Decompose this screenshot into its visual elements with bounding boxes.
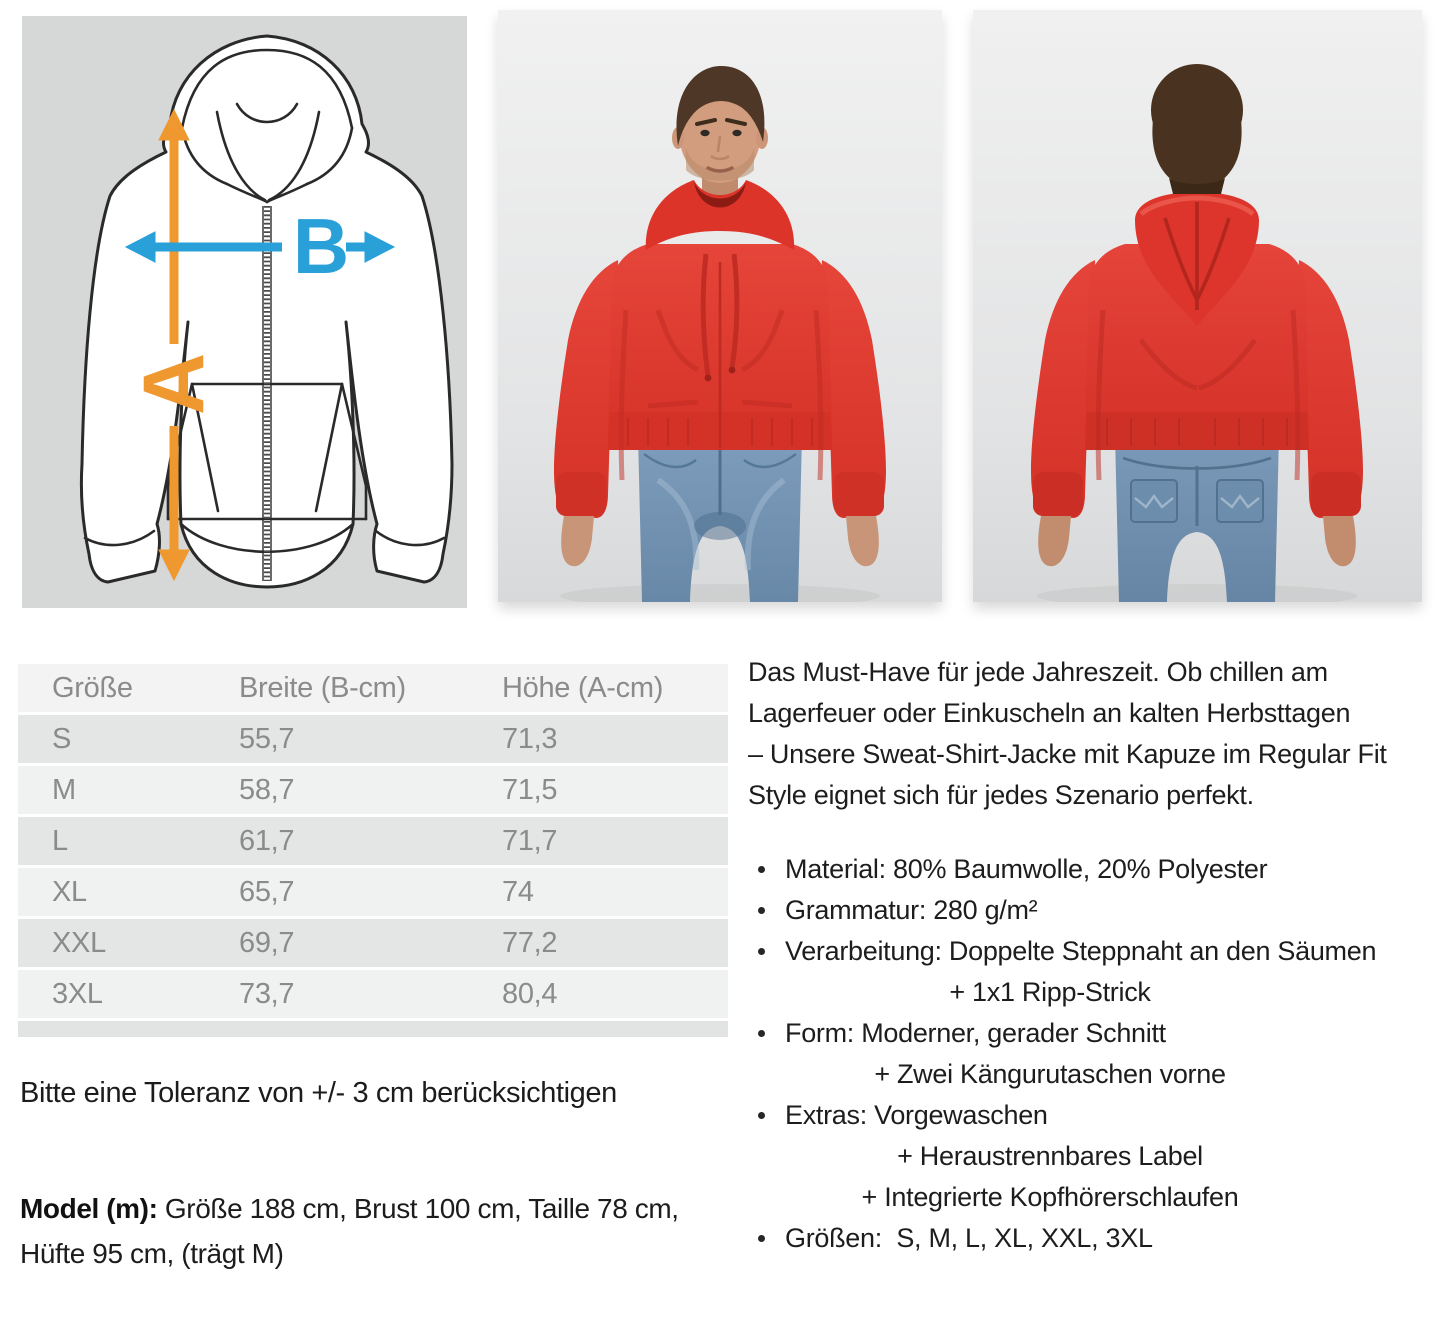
cell-width: 58,7: [239, 773, 295, 806]
cell-size: S: [52, 722, 72, 755]
model-info-label: Model (m):: [20, 1193, 158, 1224]
feature-item-verarbeitung: [748, 931, 1445, 1013]
cell-height: 77,2: [502, 926, 558, 959]
width-measure-label: B: [292, 202, 350, 290]
feature-item-extras: [748, 1095, 1445, 1218]
cell-height: 71,7: [502, 824, 558, 857]
cell-height: 80,4: [502, 977, 558, 1010]
feature-text: Grammatur: 280 g/m²: [785, 895, 1038, 925]
cell-size: 3XL: [52, 977, 103, 1010]
cell-width: 73,7: [239, 977, 295, 1010]
cell-size: M: [52, 773, 76, 806]
cell-width: 65,7: [239, 875, 295, 908]
description-line: Das Must-Have für jede Jahreszeit. Ob chillen am: [748, 657, 1328, 687]
feature-item-material: [748, 849, 1445, 890]
table-row: [18, 919, 728, 967]
feature-text: Material: 80% Baumwolle, 20% Polyester: [785, 854, 1268, 884]
description-line: Style eignet sich für jedes Szenario perfekt.: [748, 780, 1254, 810]
table-row: [18, 970, 728, 1018]
col-header-height: Höhe (A-cm): [502, 671, 664, 704]
feature-item-groessen: [748, 1218, 1445, 1259]
front-model-illustration: [498, 10, 942, 602]
bullet-icon: [758, 907, 765, 914]
feature-subline: + Zwei Kängurutaschen vorne: [874, 1059, 1226, 1089]
cell-size: XL: [52, 875, 87, 908]
size-measurement-diagram: [22, 16, 467, 608]
model-photo-front: [498, 10, 942, 602]
bullet-icon: [758, 1112, 765, 1119]
cell-height: 74: [502, 875, 534, 908]
feature-text: Extras: Vorgewaschen: [785, 1100, 1048, 1130]
bullet-icon: [758, 1235, 765, 1242]
feature-subline: + 1x1 Ripp-Strick: [949, 977, 1151, 1007]
feature-text: Verarbeitung: Doppelte Steppnaht an den Säumen: [785, 936, 1377, 966]
size-table: [18, 664, 728, 1037]
cell-height: 71,5: [502, 773, 558, 806]
feature-subline: + Heraustrennbares Label: [897, 1141, 1203, 1171]
cell-height: 71,3: [502, 722, 558, 755]
col-header-width: Breite (B-cm): [239, 671, 406, 704]
bullet-icon: [758, 1030, 765, 1037]
bullet-icon: [758, 866, 765, 873]
feature-text: Größen: S, M, L, XL, XXL, 3XL: [785, 1223, 1153, 1253]
model-info-measurements: Größe 188 cm, Brust 100 cm, Taille 78 cm,: [157, 1193, 679, 1224]
back-model-illustration: [973, 10, 1422, 602]
table-row: [18, 766, 728, 814]
feature-item-grammatur: [748, 890, 1445, 931]
height-measure-label: A: [126, 352, 222, 416]
col-header-size: Größe: [52, 671, 133, 704]
model-info-line2: Hüfte 95 cm, (trägt M): [20, 1238, 284, 1269]
product-description: [748, 652, 1445, 1259]
feature-list: [748, 849, 1445, 1259]
feature-item-form: [748, 1013, 1445, 1095]
feature-subline: + Integrierte Kopfhörerschlaufen: [861, 1182, 1239, 1212]
feature-text: Form: Moderner, gerader Schnitt: [785, 1018, 1166, 1048]
hoodie-outline-drawing: [22, 16, 467, 608]
cell-size: L: [52, 824, 68, 857]
cell-width: 69,7: [239, 926, 295, 959]
model-photo-back: [973, 10, 1422, 602]
bullet-icon: [758, 948, 765, 955]
table-row: [18, 868, 728, 916]
size-table-header: [18, 664, 728, 712]
cell-width: 55,7: [239, 722, 295, 755]
table-row: [18, 715, 728, 763]
cell-width: 61,7: [239, 824, 295, 857]
cell-size: XXL: [52, 926, 106, 959]
model-info-line1: [20, 1186, 740, 1231]
table-row: [18, 817, 728, 865]
model-info: [20, 1186, 740, 1276]
tolerance-note: Bitte eine Toleranz von +/- 3 cm berücksichtigen: [20, 1077, 617, 1109]
table-footer-strip: [18, 1021, 728, 1037]
description-line: – Unsere Sweat-Shirt-Jacke mit Kapuze im Regular Fit: [748, 739, 1387, 769]
description-line: Lagerfeuer oder Einkuscheln an kalten Herbsttagen: [748, 698, 1351, 728]
